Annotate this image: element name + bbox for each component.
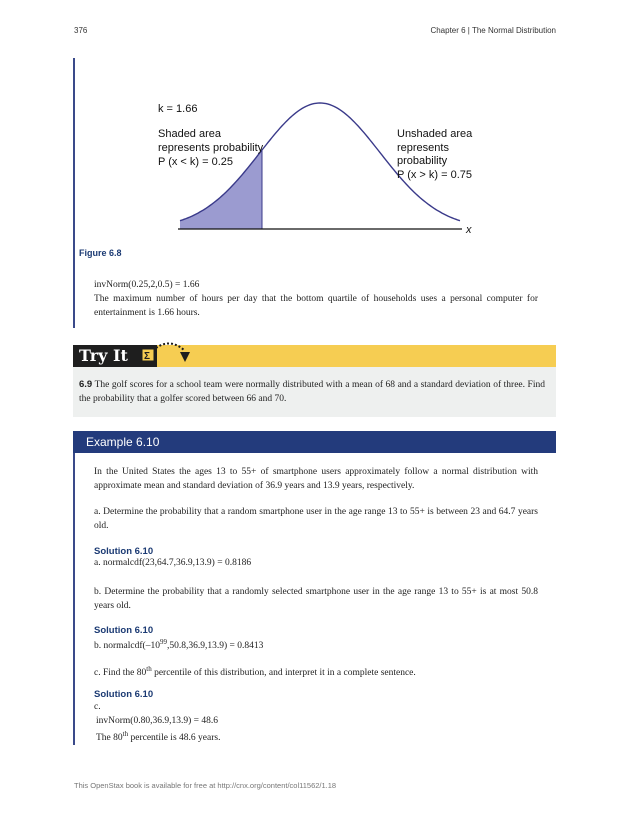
solution-b [94,636,538,654]
normal-curve-figure [0,0,630,240]
try-it-number: 6.9 [79,379,93,390]
part-c-prefix: c. Find the 80 [94,668,147,679]
solution-c-text-sup: th [122,730,129,738]
axis-label-x: x [466,224,472,236]
k-label: k = 1.66 [158,103,198,115]
solution-c-formula: invNorm(0.80,36.9,13.9) = 48.6 [96,716,218,726]
try-it-text: The golf scores for a school team were normally distributed with a mean of 68 and a standard deviation of three. Find the probability that a golfer scored between 66 and 70. [79,380,545,404]
answer-formula: invNorm(0.25,2,0.5) = 1.66 [94,280,200,290]
solution-b-label: Solution 6.10 [94,625,154,636]
unshaded-label-line2: represents [397,142,449,154]
example-part-b: b. Determine the probability that a randomly selected smartphone user in the age range 13 to 55+ is at most 50.8 years old. [94,587,538,611]
solution-b-suffix: ,50.8,36.9,13.9) = 0.8413 [166,641,264,652]
shaded-label-line1: Shaded area [158,128,221,140]
page-number: 376 [74,26,88,35]
solution-b-exponent: 99 [159,638,167,646]
try-it-icon [140,340,200,366]
shaded-label-line2: represents probability [158,142,264,154]
example-title: Example 6.10 [86,435,160,449]
unshaded-label-line1: Unshaded area [397,128,473,140]
figure-caption: Figure 6.8 [79,248,122,258]
solution-a: a. normalcdf(23,64.7,36.9,13.9) = 0.8186 [94,558,252,568]
example-intro: In the United States the ages 13 to 55+ of smartphone users approximately follow a normal distribution with approximate mean and standard deviation of 36.9 years and 13.9 years, respectively. [94,467,538,491]
solution-c-text [96,728,536,746]
solution-b-prefix: b. normalcdf(–10 [94,641,160,652]
solution-c-text-suffix: percentile is 48.6 years. [128,733,221,744]
try-it-problem [79,378,545,406]
example-part-a: a. Determine the probability that a random smartphone user in the age range 13 to 55+ is between 23 and 64.7 years old. [94,507,538,531]
unshaded-label-line4: P (x > k) = 0.75 [397,169,473,181]
solution-a-label: Solution 6.10 [94,546,154,557]
shaded-label-line3: P (x < k) = 0.25 [158,156,234,168]
solution-c-text-prefix: The 80 [96,733,123,744]
part-c-suffix: percentile of this distribution, and interpret it in a complete sentence. [151,668,416,679]
example-part-c [94,663,538,681]
footer-note: This OpenStax book is available for free at http://cnx.org/content/col11562/1.18 [74,781,337,790]
solution-c-label: Solution 6.10 [94,689,154,700]
unshaded-label-line3: probability [397,155,448,167]
svg-text:Σ: Σ [144,351,151,362]
solution-c-part: c. [94,702,101,712]
example-sidebar [73,453,75,745]
answer-text: The maximum number of hours per day that the bottom quartile of households uses a personal computer for entertainment is 1.66 hours. [94,294,538,318]
try-it-label: Try It [79,346,128,365]
chapter-title: Chapter 6 | The Normal Distribution [430,26,556,35]
part-c-sup: th [146,665,152,673]
